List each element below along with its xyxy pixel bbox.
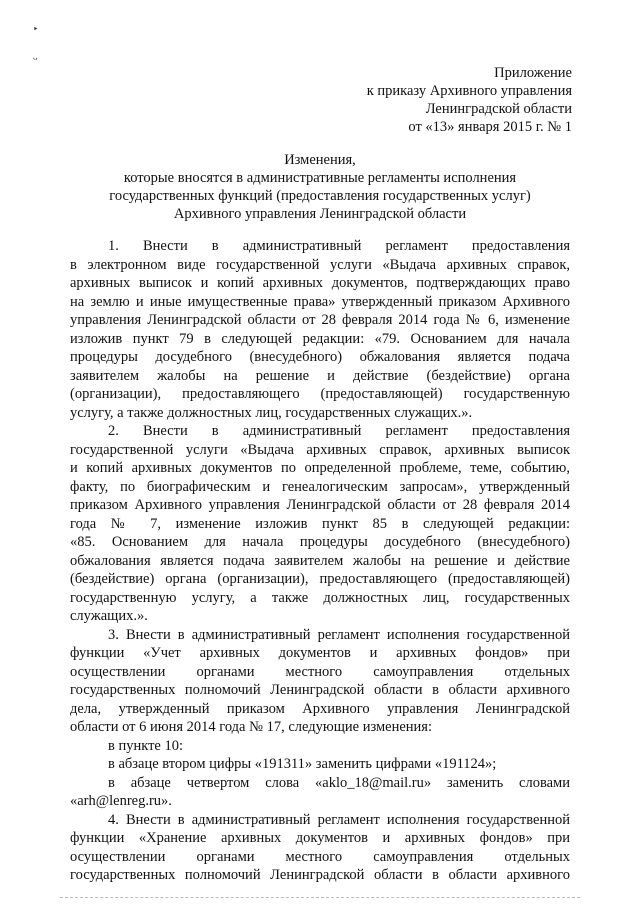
body-line: «arh@lenreg.ru». bbox=[70, 793, 172, 809]
body-line: 4. Внести в административный регламент исполнения государственной bbox=[108, 811, 570, 828]
body-line: дела, утвержденный приказом Архивного управления Ленинградской bbox=[70, 700, 570, 717]
body-line: осуществлении органами местного самоуправления отдельных bbox=[70, 663, 570, 680]
body-line: процедуры досудебного (внесудебного) обжалования является подача bbox=[70, 349, 570, 365]
appendix-line: Ленинградской области bbox=[425, 101, 572, 117]
body-line: архивных выписок и копий архивных документов, подтверждающих право bbox=[70, 275, 570, 291]
body-line: года № 7, изменение изложив пункт 85 в следующей редакции: bbox=[70, 515, 570, 532]
margin-mark: ᴗ bbox=[33, 52, 38, 62]
body-line: государственной услуги «Выдача архивных справок, архивных выписок bbox=[70, 441, 570, 458]
body-line: государственную услугу, а также должностных лиц, государственных bbox=[70, 589, 570, 606]
body-line: факту, по биографическим и генеалогическим запросам», утвержденный bbox=[70, 478, 570, 495]
body-line: изложив пункт 79 в следующей редакции: «79. Основанием для начала bbox=[70, 330, 570, 347]
body-line: государственных полномочий Ленинградской области в области архивного bbox=[70, 682, 570, 698]
body-line: в пункте 10: bbox=[108, 737, 184, 754]
appendix-line: Приложение bbox=[494, 65, 572, 81]
body-line: услугу, а также должностных лиц, государственных служащих.». bbox=[70, 404, 473, 421]
body-line: «85. Основанием для начала процедуры досудебного (внесудебного) bbox=[70, 534, 570, 550]
title-line: которые вносятся в административные регламенты исполнения bbox=[123, 170, 517, 186]
title-line: государственных функций (предоставления государственных услуг) bbox=[109, 188, 531, 204]
body-line: функции «Учет архивных документов и архивных фондов» при bbox=[70, 645, 570, 661]
body-line: и копий архивных документов по определенной проблеме, теме, событию, bbox=[70, 460, 570, 476]
body-line: государственных полномочий Ленинградской области в области архивного bbox=[70, 867, 570, 883]
body-line: в электронном виде государственной услуги «Выдача архивных справок, bbox=[70, 256, 570, 273]
body-line: в абзаце втором цифры «191311» заменить цифрами «191124»; bbox=[108, 756, 497, 772]
body-line: 2. Внести в административный регламент предоставления bbox=[108, 423, 570, 439]
appendix-line: к приказу Архивного управления bbox=[366, 83, 572, 99]
margin-mark: ‣ bbox=[33, 24, 39, 34]
body-line: служащих.». bbox=[70, 608, 148, 624]
body-line: области от 6 июня 2014 года № 17, следующие изменения: bbox=[70, 719, 432, 735]
document-title bbox=[70, 151, 570, 223]
body-line: (организации), предоставляющего (предоставляющей) государственную bbox=[70, 386, 570, 402]
title-line: Архивного управления Ленинградской области bbox=[173, 206, 467, 222]
body-line: осуществлении органами местного самоуправления отдельных bbox=[70, 848, 570, 865]
body-line: в абзаце четвертом слова «aklo_18@mail.ru» заменить словами bbox=[108, 774, 570, 791]
body-line: обжалования является подача заявителем жалобы на решение и действие bbox=[70, 552, 570, 569]
body-line: на землю и иные имущественные права» утвержденный приказом Архивного bbox=[70, 293, 570, 310]
body-line: 1. Внести в административный регламент предоставления bbox=[108, 238, 570, 254]
title-line: Изменения, bbox=[284, 152, 356, 168]
body-line: заявителем жалобы на решение и действие (бездействие) органа bbox=[70, 367, 570, 384]
body-line: функции «Хранение архивных документов и архивных фондов» при bbox=[70, 830, 570, 846]
document-body bbox=[70, 237, 570, 885]
body-line: 3. Внести в административный регламент исполнения государственной bbox=[108, 626, 570, 643]
body-line: (бездействие) органа (организации), предоставляющего (предоставляющей) bbox=[70, 571, 570, 587]
body-line: приказом Архивного управления Ленинградской области от 28 февраля 2014 bbox=[70, 497, 570, 513]
appendix-line: от «13» января 2015 г. № 1 bbox=[408, 119, 572, 135]
appendix-header bbox=[367, 64, 572, 136]
body-line: управления Ленинградской области от 28 февраля 2014 года № 6, изменение bbox=[70, 312, 570, 328]
scan-edge-divider bbox=[60, 897, 580, 898]
